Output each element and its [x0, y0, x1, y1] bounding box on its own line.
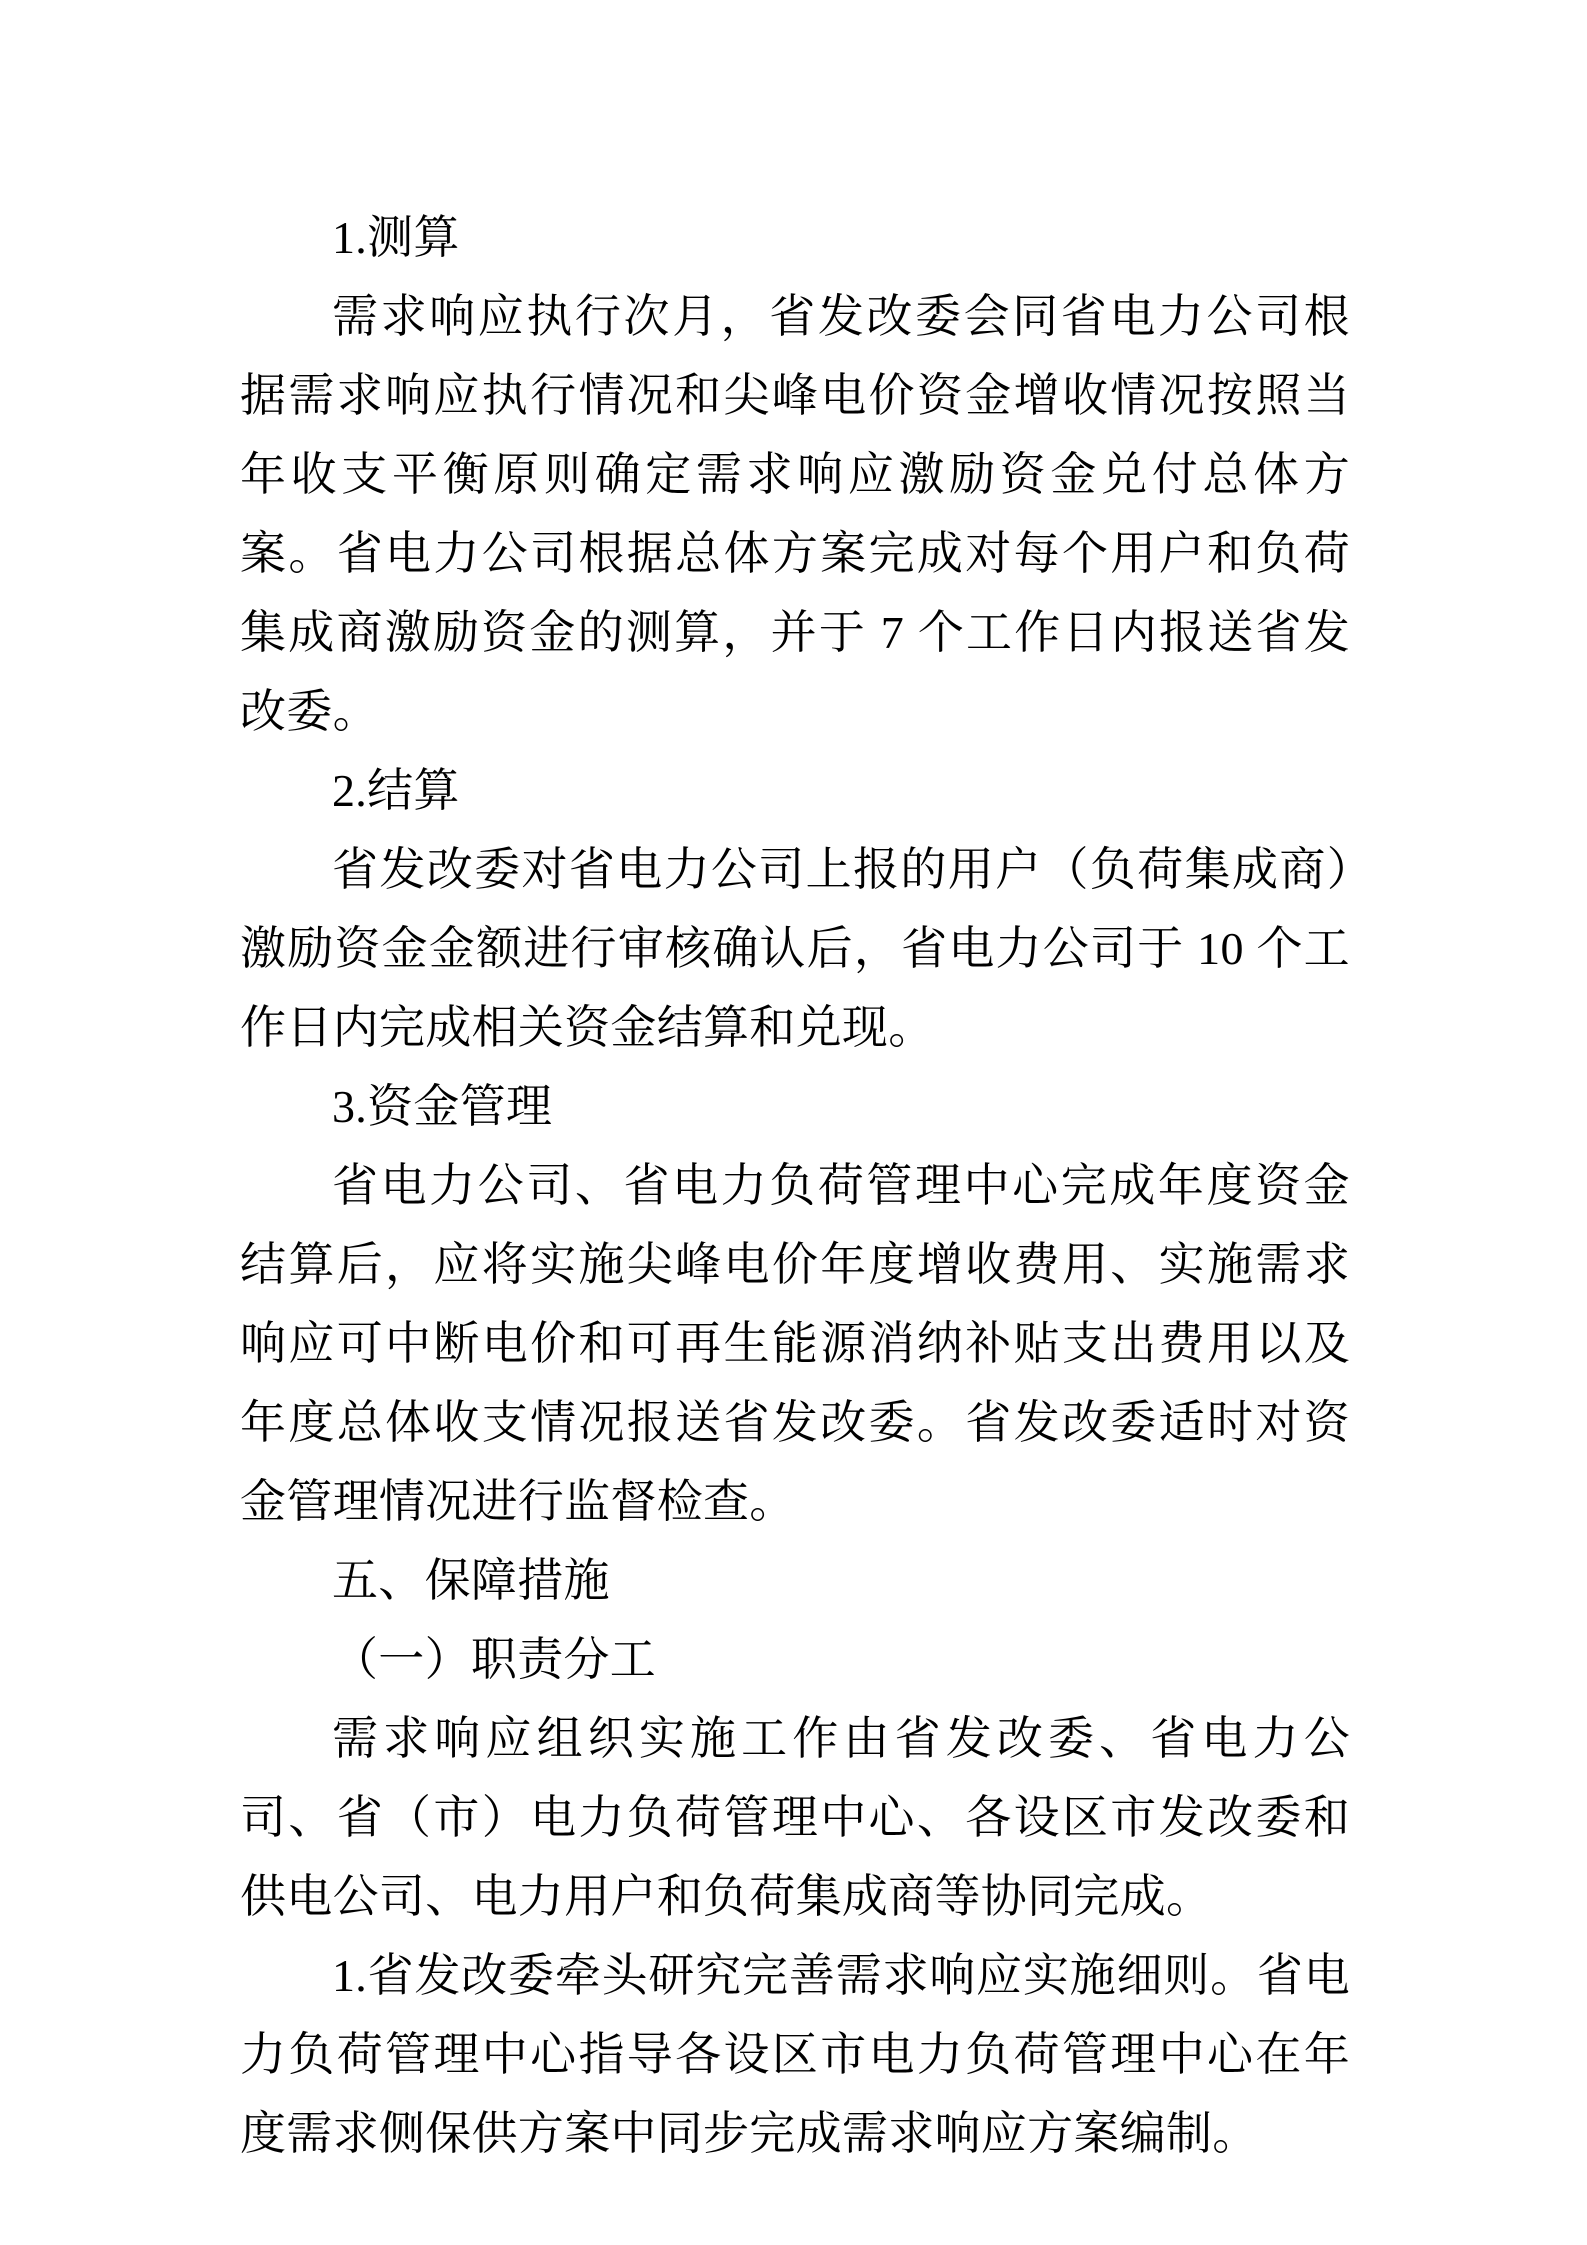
section-heading-5-baozhang-cuoshi: 五、保障措施 — [332, 1555, 610, 1606]
heading-3-zijin-guanli: 3.资金管理 — [332, 1081, 553, 1132]
heading-1-cesuan: 1.测算 — [332, 212, 460, 263]
document-body — [240, 198, 1350, 2173]
paragraph-cesuan-body: 需求响应执行次月，省发改委会同省电力公司根据需求响应执行情况和尖峰电价资金增收情况按照当年收支平衡原则确定需求响应激励资金兑付总体方案。省电力公司根据总体方案完成对每个用户和负荷集成商激励资金的测算，并于 7 个工作日内报送省发改委。 — [240, 291, 1350, 737]
paragraph-zhize-fengong-body: 需求响应组织实施工作由省发改委、省电力公司、省（市）电力负荷管理中心、各设区市发改委和供电公司、电力用户和负荷集成商等协同完成。 — [240, 1713, 1350, 1922]
paragraph-zijin-guanli-body: 省电力公司、省电力负荷管理中心完成年度资金结算后，应将实施尖峰电价年度增收费用、实施需求响应可中断电价和可再生能源消纳补贴支出费用以及年度总体收支情况报送省发改委。省发改委适时对资金管理情况进行监督检查。 — [240, 1160, 1350, 1527]
paragraph-jiesuan-body: 省发改委对省电力公司上报的用户（负荷集成商）激励资金金额进行审核确认后，省电力公司于 10 个工作日内完成相关资金结算和兑现。 — [240, 844, 1350, 1053]
sub-heading-1-zhize-fengong: （一）职责分工 — [332, 1634, 657, 1685]
heading-2-jiesuan: 2.结算 — [332, 765, 460, 816]
paragraph-item-1-body: 1.省发改委牵头研究完善需求响应实施细则。省电力负荷管理中心指导各设区市电力负荷管理中心在年度需求侧保供方案中同步完成需求响应方案编制。 — [240, 1950, 1350, 2159]
